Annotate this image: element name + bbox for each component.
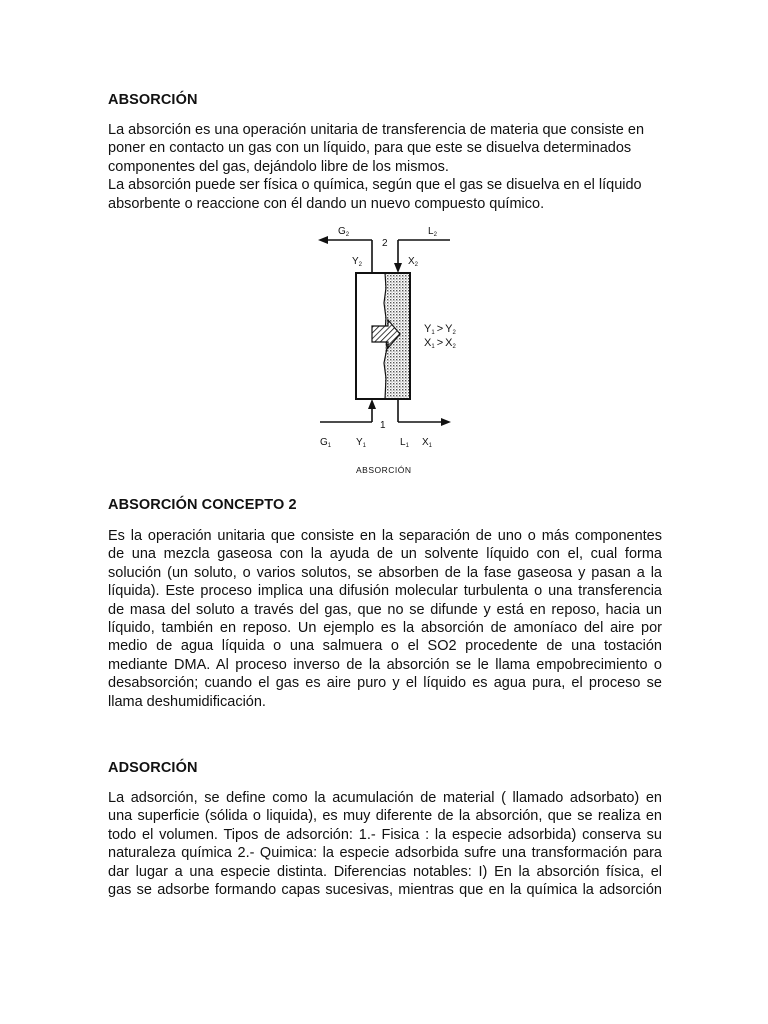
text-line: La absorción es una operación unitaria de transferencia de materia que consiste en: [108, 122, 645, 138]
text-line: La absorción puede ser física o química, según que el gas se disuelva en el líquido: [108, 177, 642, 194]
heading-adsorcion: ADSORCIÓN: [108, 760, 198, 776]
relation-y: Y1 > Y2: [424, 323, 456, 336]
text-line: llama deshumidificación.: [108, 693, 266, 710]
text-line: dar lugar a una especie distinta. Diferencias notables: I) En la absorción física, el: [108, 863, 662, 880]
text-line: mediante DMA. Al proceso inverso de la absorción se le llama empobrecimiento o: [108, 656, 662, 673]
text-line: desabsorción; cuando el gas es aire puro y el líquido es agua pura, el proceso se: [108, 675, 662, 692]
text-line: todo el volumen. Tipos de adsorción: 1.- Fisica : la especie adsorbida) conserva su: [108, 826, 662, 843]
text-line: La adsorción, se define como la acumulación de material ( llamado adsorbato) en: [108, 790, 662, 806]
label-g2: $G_2$: [338, 226, 350, 238]
text-line: gas se adsorbe formando capas sucesivas, mientras que en la química la adsorción: [108, 882, 662, 899]
label-y2: $Y_2$: [352, 256, 363, 268]
label-x2: $X_2$: [408, 256, 419, 268]
paragraph-absorcion: [108, 121, 662, 213]
liquid-outlet-arrowhead: [441, 418, 451, 426]
text-line: líquida). Este proceso implica una difusión molecular turbulenta o una transferencia: [108, 583, 662, 600]
gas-outlet-arrowhead: [318, 236, 328, 244]
text-line: Es la operación unitaria que consiste en la separación de uno o más componentes: [108, 528, 662, 544]
label-l2: $L_2$: [428, 226, 437, 238]
label-x1: $X_1$: [422, 437, 433, 449]
text-line: poner en contacto un gas con un líquido, para que este se disuelva determinados: [108, 140, 632, 157]
label-y1: $Y_1$: [356, 437, 367, 449]
text-line: componentes del gas, dejándolo libre de los mismos.: [108, 158, 449, 175]
label-bottom-num: 1: [380, 420, 386, 431]
text-line: medio de agua líquida o una salmuera o el SO2 procedente de una tostación: [108, 638, 662, 655]
liquid-inlet-arrowhead: [394, 263, 402, 273]
label-g1: $G_1$: [320, 437, 332, 449]
relation-x: X1 > X2: [424, 337, 456, 350]
label-l1: $L_1$: [400, 437, 409, 449]
text-line: naturaleza química 2.- Quimica: la especie adsorbida sufre una transformación para: [108, 845, 662, 862]
text-line: solución (un soluto, o varios solutos, se absorben de la fase gaseosa y pasan a la: [108, 564, 662, 581]
paragraph-adsorcion: [108, 789, 662, 899]
absorption-diagram: [300, 218, 480, 483]
label-top-num: 2: [382, 238, 388, 249]
text-line: una superficie (sólida o liquida), es muy diferente de la absorción, que se realiza en: [108, 808, 662, 825]
text-line: líquido, también en reposo. Un ejemplo es la absorción de amoníaco del aire por: [108, 620, 662, 637]
heading-absorcion-concepto-2: ABSORCIÓN CONCEPTO 2: [108, 497, 297, 513]
gas-inlet-arrowhead: [368, 399, 376, 409]
text-line: de masa del soluto a través del gas, que no se difunde y está en reposo, hacia un: [108, 601, 662, 618]
paragraph-absorcion-concepto-2: [108, 527, 662, 711]
text-line: absorbente o reaccione con él dando un nuevo compuesto químico.: [108, 195, 545, 212]
heading-absorcion: ABSORCIÓN: [108, 92, 198, 108]
diagram-caption: ABSORCIÓN: [356, 465, 412, 475]
text-line: de una mezcla gaseosa con la ayuda de un solvente líquido con el, cual forma: [108, 546, 662, 563]
